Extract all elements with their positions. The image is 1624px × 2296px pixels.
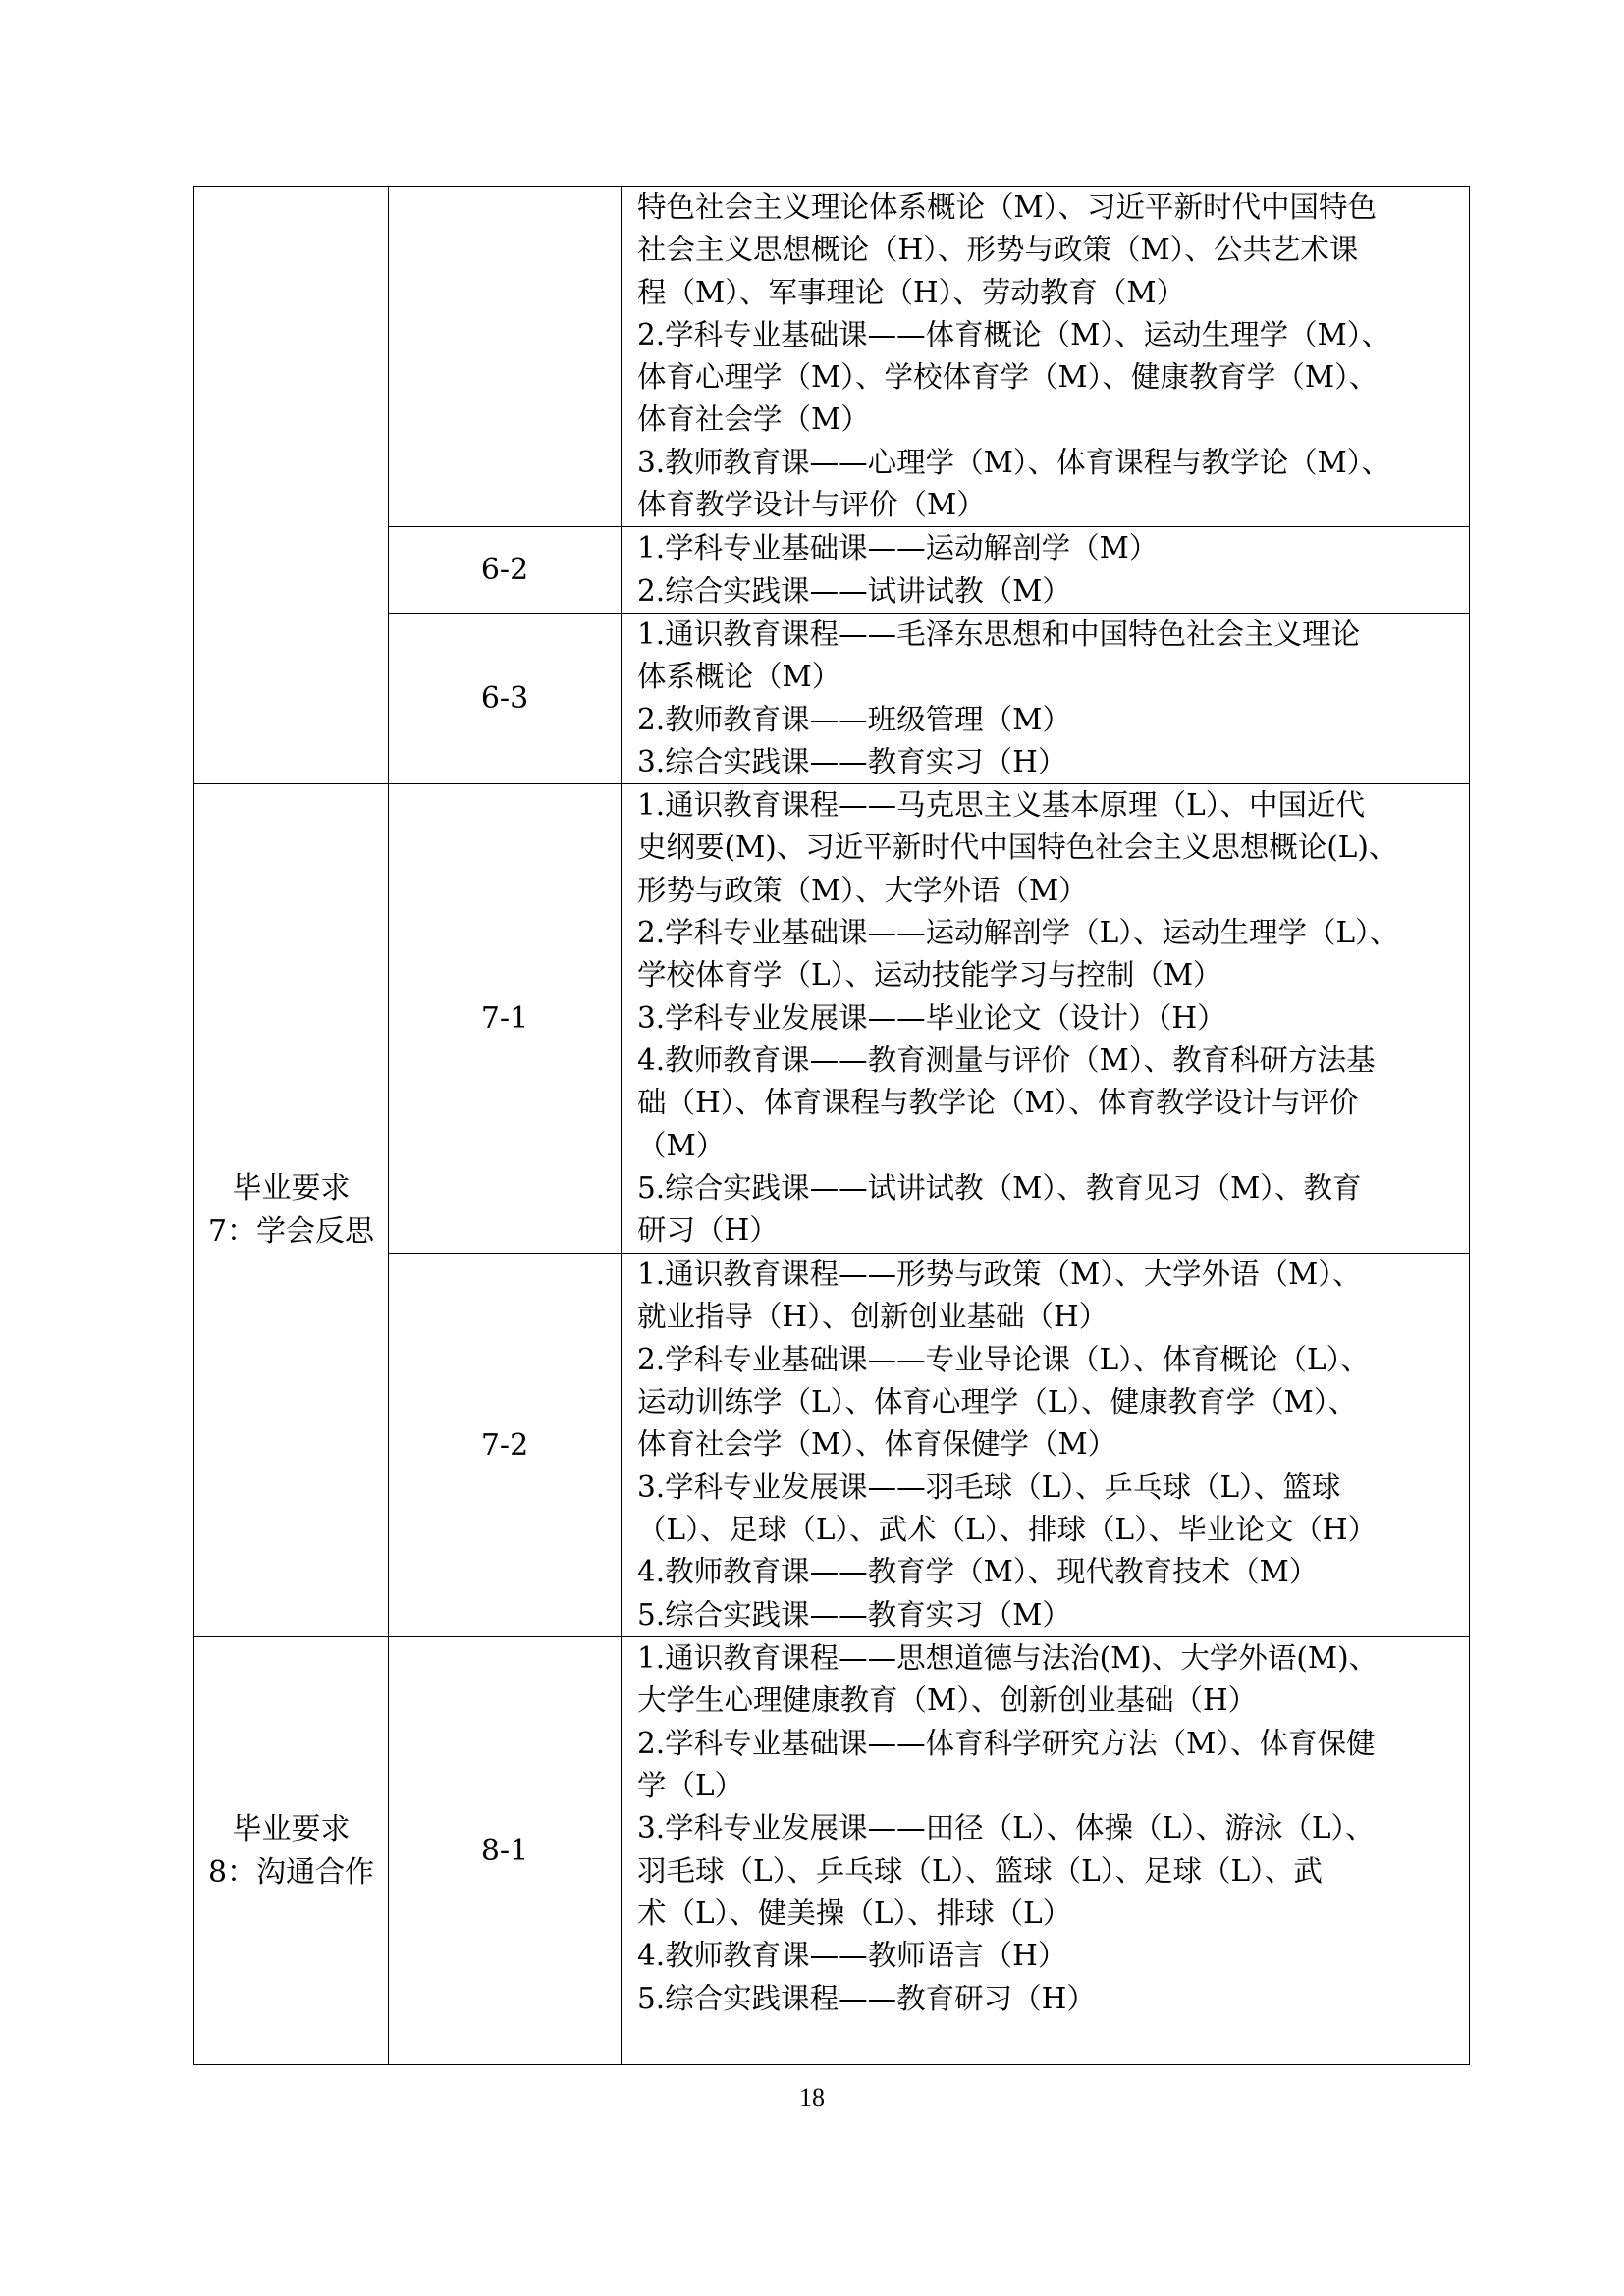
indicator-code: 7-1 [389, 784, 622, 1254]
indicator-code: 8-1 [389, 1637, 622, 2065]
course-line: 体育社会学（M） [637, 402, 870, 437]
course-line: 学（L） [637, 1769, 744, 1803]
course-line: 3.教师教育课——心理学（M）、体育课程与教学论（M）、 [637, 445, 1391, 479]
course-lines [622, 1637, 1469, 2020]
course-line: 3.综合实践课——教育实习（H） [637, 744, 1067, 778]
courses-cell [622, 1254, 1470, 1637]
course-line: 2.教师教育课——班级管理（M） [637, 702, 1071, 736]
course-lines [622, 784, 1469, 1252]
course-line: 体系概论（M） [637, 660, 841, 694]
courses-cell [622, 1637, 1470, 2065]
course-line: 2.学科专业基础课——专业导论课（L）、体育概论（L）、 [637, 1342, 1370, 1376]
course-line: 4.教师教育课——教育学（M）、现代教育技术（M） [637, 1555, 1319, 1589]
course-line: 2.学科专业基础课——体育概论（M）、运动生理学（M）、 [637, 317, 1391, 351]
course-line: （L）、足球（L）、武术（L）、排球（L）、毕业论文（H） [637, 1512, 1378, 1546]
course-line: 1.通识教育课程——马克思主义基本原理（L）、中国近代 [637, 788, 1365, 823]
table-row [194, 784, 1470, 1254]
course-line: （M） [637, 1128, 726, 1162]
course-line: 1.通识教育课程——思想道德与法治(M)、大学外语(M)、 [637, 1641, 1379, 1676]
requirement-title: 8：沟通合作 [207, 1854, 375, 1890]
course-line: 体育心理学（M）、学校体育学（M）、健康教育学（M）、 [637, 360, 1379, 395]
indicator-cell [389, 187, 622, 527]
course-line: 2.综合实践课——试讲试教（M） [637, 573, 1071, 608]
course-lines [622, 527, 1469, 613]
requirement-cell [194, 1637, 389, 2065]
course-line: 社会主义思想概论（H）、形势与政策（M）、公共艺术课 [637, 233, 1359, 267]
page-number: 18 [799, 2083, 825, 2111]
course-line: 础（H）、体育课程与教学论（M）、体育教学设计与评价 [637, 1086, 1359, 1120]
course-line: 4.教师教育课——教育测量与评价（M）、教育科研方法基 [637, 1042, 1376, 1077]
courses-cell [622, 613, 1470, 783]
course-line: 2.学科专业基础课——运动解剖学（L）、运动生理学（L）、 [637, 916, 1399, 950]
course-line: 体育社会学（M）、体育保健学（M） [637, 1427, 1117, 1462]
course-line: 1.学科专业基础课——运动解剖学（M） [637, 531, 1159, 565]
course-line: 5.综合实践课——试讲试教（M）、教育见习（M）、教育 [637, 1170, 1362, 1204]
requirement-title: 7：学会反思 [207, 1214, 375, 1250]
course-matrix-table [193, 186, 1470, 2065]
course-line: 5.综合实践课——教育实习（M） [637, 1597, 1071, 1631]
requirement-label: 毕业要求 [232, 1811, 351, 1846]
table-row [194, 187, 1470, 527]
course-line: 研习（H） [637, 1213, 779, 1248]
requirement-label: 毕业要求 [232, 1171, 351, 1206]
course-line: 程（M）、军事理论（H）、劳动教育（M） [637, 275, 1186, 309]
course-lines [622, 614, 1469, 783]
course-line: 大学生心理健康教育（M）、创新创业基础（H） [637, 1683, 1258, 1718]
course-line: 2.学科专业基础课——体育科学研究方法（M）、体育保健 [637, 1726, 1376, 1760]
course-line: 3.学科专业发展课——羽毛球（L）、乒乓球（L）、篮球 [637, 1469, 1341, 1504]
course-line: 特色社会主义理论体系概论（M）、习近平新时代中国特色 [637, 190, 1377, 224]
table-row [194, 1637, 1470, 2065]
course-lines [622, 1254, 1469, 1636]
indicator-code: 6-2 [389, 527, 622, 614]
indicator-code: 6-3 [389, 613, 622, 783]
course-line: 形势与政策（M）、大学外语（M） [637, 873, 1088, 907]
requirement-cell [194, 784, 389, 1637]
indicator-code: 7-2 [389, 1254, 622, 1637]
course-line: 运动训练学（L）、体育心理学（L）、健康教育学（M）、 [637, 1385, 1358, 1419]
course-line: 4.教师教育课——教师语言（H） [637, 1939, 1067, 1973]
course-line: 就业指导（H）、创新创业基础（H） [637, 1300, 1109, 1334]
requirement-cell-continued [194, 187, 389, 784]
course-line: 5.综合实践课程——教育研习（H） [637, 1981, 1096, 2015]
courses-cell [622, 187, 1470, 527]
course-line: 学校体育学（L）、运动技能学习与控制（M） [637, 958, 1222, 992]
courses-cell [622, 527, 1470, 614]
courses-cell [622, 784, 1470, 1254]
course-line: 体育教学设计与评价（M） [637, 488, 986, 522]
course-line: 3.学科专业发展课——毕业论文（设计）（H） [637, 1000, 1226, 1035]
course-line: 1.通识教育课程——毛泽东思想和中国特色社会主义理论 [637, 616, 1361, 651]
course-line: 3.学科专业发展课——田径（L）、体操（L）、游泳（L）、 [637, 1811, 1375, 1845]
course-line: 史纲要(M)、习近平新时代中国特色社会主义思想概论(L)、 [637, 830, 1398, 865]
course-lines [622, 187, 1469, 526]
course-line: 术（L）、健美操（L）、排球（L） [637, 1896, 1072, 1930]
course-line: 1.通识教育课程——形势与政策（M）、大学外语（M）、 [637, 1257, 1362, 1292]
course-line: 羽毛球（L）、乒乓球（L）、篮球（L）、足球（L）、武 [637, 1853, 1323, 1888]
